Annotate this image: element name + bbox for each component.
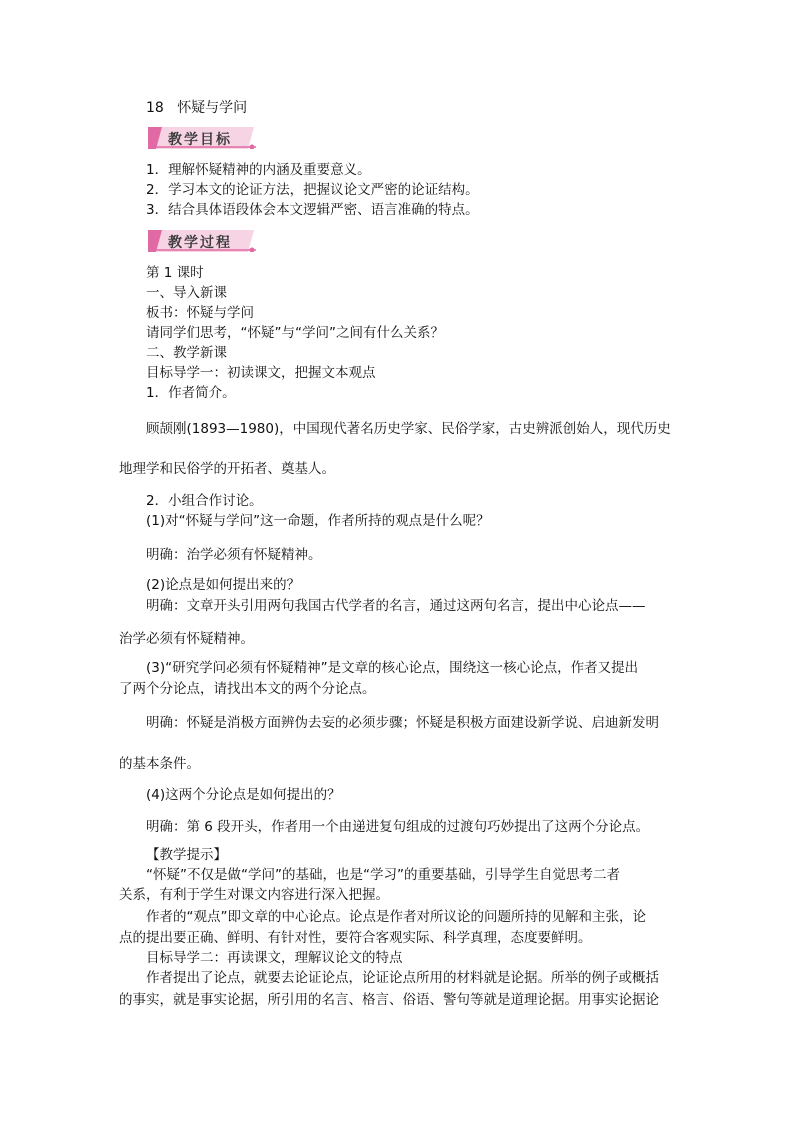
goal-item: 1．理解怀疑精神的内涵及重要意义。 xyxy=(146,162,371,178)
teaching-tip-heading: 【教学提示】 xyxy=(146,847,227,863)
answer-text: 明确：文章开头引用两句我国古代学者的名言，通过这两句名言，提出中心论点—— xyxy=(146,598,646,614)
board-writing: 板书：怀疑与学问 xyxy=(146,305,254,321)
question-text: 请同学们思考，“怀疑”与“学问”之间有什么关系？ xyxy=(146,325,444,341)
answer-text: 明确：怀疑是消极方面辨伪去妄的必须步骤；怀疑是积极方面建设新学说、启迪新发明 xyxy=(146,715,659,731)
discussion-question: (4)这两个分论点是如何提出的？ xyxy=(146,787,341,803)
step-heading: 一、导入新课 xyxy=(146,285,227,301)
answer-text: 明确：第 6 段开头，作者用一个由递进复句组成的过渡句巧妙提出了这两个分论点。 xyxy=(146,819,650,835)
process-section-banner xyxy=(146,230,258,252)
discussion-question: (2)论点是如何提出来的？ xyxy=(146,577,301,593)
teaching-tip-text: 点的提出要正确、鲜明、有针对性，要符合客观实际、科学真理，态度要鲜明。 xyxy=(119,930,592,946)
discussion-question: (1)对“怀疑与学问”这一命题，作者所持的观点是什么呢？ xyxy=(146,513,490,529)
step-heading: 二、教学新课 xyxy=(146,345,227,361)
lesson-period: 第 1 课时 xyxy=(146,265,204,281)
teaching-tip-text: “怀疑”不仅是做“学问”的基础，也是“学习”的重要基础，引导学生自觉思考二者 xyxy=(146,867,620,883)
teaching-tip-text: 作者的“观点”即文章的中心论点。论点是作者对所议论的问题所持的见解和主张，论 xyxy=(146,909,646,925)
discussion-question: 了两个分论点，请找出本文的两个分论点。 xyxy=(119,681,376,697)
goals-section-banner xyxy=(146,127,258,149)
goal-guide-heading: 目标导学一：初读课文，把握文本观点 xyxy=(146,365,376,381)
process-section-title: 教学过程 xyxy=(168,235,232,251)
answer-text: 的基本条件。 xyxy=(119,756,200,772)
author-intro-line: 顾颉刚(1893—1980)，中国现代著名历史学家、民俗学家，古史辨派创始人，现代历史 xyxy=(146,421,671,437)
teaching-tip-text: 关系，有利于学生对课文内容进行深入把握。 xyxy=(119,887,389,903)
numbered-item: 2．小组合作讨论。 xyxy=(146,493,263,509)
body-paragraph: 的事实，就是事实论据，所引用的名言、格言、俗语、警句等就是道理论据。用事实论据论 xyxy=(119,992,659,1008)
answer-text: 明确：治学必须有怀疑精神。 xyxy=(146,547,322,563)
body-paragraph: 作者提出了论点，就要去论证论点，论证论点所用的材料就是论据。所举的例子或概括 xyxy=(146,970,659,986)
goal-guide-heading: 目标导学二：再读课文，理解议论文的特点 xyxy=(146,950,403,966)
goal-item: 3．结合具体语段体会本文逻辑严密、语言准确的特点。 xyxy=(146,202,479,218)
lesson-title xyxy=(146,99,247,117)
lesson-title-text: 怀疑与学问 xyxy=(177,100,248,116)
discussion-question: (3)“研究学问必须有怀疑精神”是文章的核心论点，围绕这一核心论点，作者又提出 xyxy=(146,660,639,676)
goals-section-title: 教学目标 xyxy=(168,132,232,148)
answer-text: 治学必须有怀疑精神。 xyxy=(119,631,254,647)
author-intro-line: 地理学和民俗学的开拓者、奠基人。 xyxy=(119,461,335,477)
numbered-item: 1．作者简介。 xyxy=(146,385,236,401)
lesson-number: 18 xyxy=(146,100,164,116)
goal-item: 2．学习本文的论证方法，把握议论文严密的论证结构。 xyxy=(146,182,479,198)
